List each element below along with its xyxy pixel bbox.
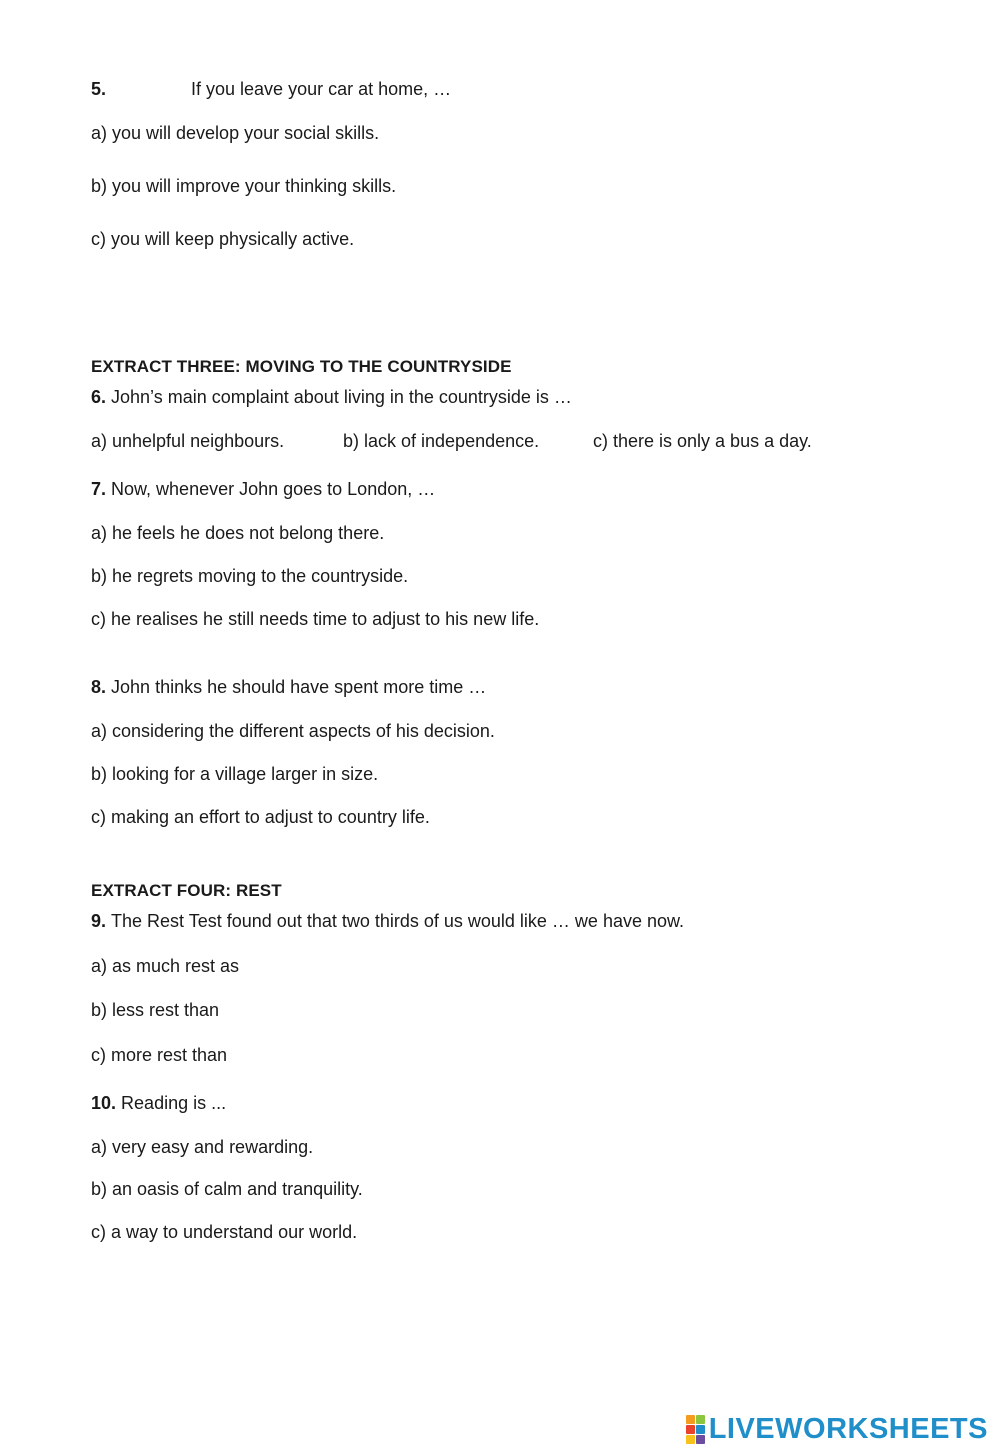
question-text: If you leave your car at home, … bbox=[191, 79, 452, 99]
question-7 bbox=[91, 478, 435, 500]
liveworksheets-logo bbox=[686, 1414, 988, 1444]
logo-tile bbox=[696, 1435, 705, 1444]
option-7a[interactable]: a) he feels he does not belong there. bbox=[91, 523, 385, 543]
option-10a[interactable]: a) very easy and rewarding. bbox=[91, 1137, 314, 1157]
question-number: 7. bbox=[91, 479, 107, 499]
option-9a[interactable]: a) as much rest as bbox=[91, 956, 240, 976]
option-6c[interactable]: c) there is only a bus a day. bbox=[593, 431, 812, 451]
option-6b[interactable]: b) lack of independence. bbox=[343, 431, 540, 451]
logo-tile bbox=[696, 1425, 705, 1434]
question-text: The Rest Test found out that two thirds of us would like … we have now. bbox=[111, 911, 685, 931]
question-9 bbox=[91, 910, 684, 932]
question-number: 6. bbox=[91, 387, 107, 407]
option-7b[interactable]: b) he regrets moving to the countryside. bbox=[91, 566, 409, 586]
logo-tile bbox=[686, 1415, 695, 1424]
logo-tile bbox=[686, 1425, 695, 1434]
question-number: 9. bbox=[91, 911, 107, 931]
option-6a[interactable]: a) unhelpful neighbours. bbox=[91, 431, 285, 451]
option-5a[interactable]: a) you will develop your social skills. bbox=[91, 123, 380, 143]
option-9b[interactable]: b) less rest than bbox=[91, 1000, 220, 1020]
option-8c[interactable]: c) making an effort to adjust to country life. bbox=[91, 807, 430, 827]
option-9c[interactable]: c) more rest than bbox=[91, 1045, 228, 1065]
question-number: 5. bbox=[91, 79, 107, 99]
option-10b[interactable]: b) an oasis of calm and tranquility. bbox=[91, 1179, 363, 1199]
question-text: Reading is ... bbox=[121, 1093, 227, 1113]
option-8b[interactable]: b) looking for a village larger in size. bbox=[91, 764, 379, 784]
option-5c[interactable]: c) you will keep physically active. bbox=[91, 229, 355, 249]
logo-tile bbox=[696, 1415, 705, 1424]
question-5 bbox=[91, 78, 451, 100]
question-8 bbox=[91, 676, 486, 698]
question-text: Now, whenever John goes to London, … bbox=[111, 479, 436, 499]
question-10 bbox=[91, 1092, 226, 1114]
liveworksheets-logo-icon bbox=[686, 1415, 705, 1444]
question-text: John’s main complaint about living in the countryside is … bbox=[106, 387, 572, 407]
question-text: John thinks he should have spent more time … bbox=[111, 677, 487, 697]
option-10c[interactable]: c) a way to understand our world. bbox=[91, 1222, 358, 1242]
logo-tile bbox=[686, 1435, 695, 1444]
question-6 bbox=[91, 386, 572, 408]
section-heading-extract-four: EXTRACT FOUR: REST bbox=[91, 881, 282, 900]
option-8a[interactable]: a) considering the different aspects of his decision. bbox=[91, 721, 495, 741]
section-heading-extract-three: EXTRACT THREE: MOVING TO THE COUNTRYSIDE bbox=[91, 357, 512, 376]
question-number: 8. bbox=[91, 677, 107, 697]
question-number: 10. bbox=[91, 1093, 117, 1113]
logo-text: LIVEWORKSHEETS bbox=[708, 1413, 988, 1445]
option-7c[interactable]: c) he realises he still needs time to adjust to his new life. bbox=[91, 609, 540, 629]
option-5b[interactable]: b) you will improve your thinking skills. bbox=[91, 176, 397, 196]
